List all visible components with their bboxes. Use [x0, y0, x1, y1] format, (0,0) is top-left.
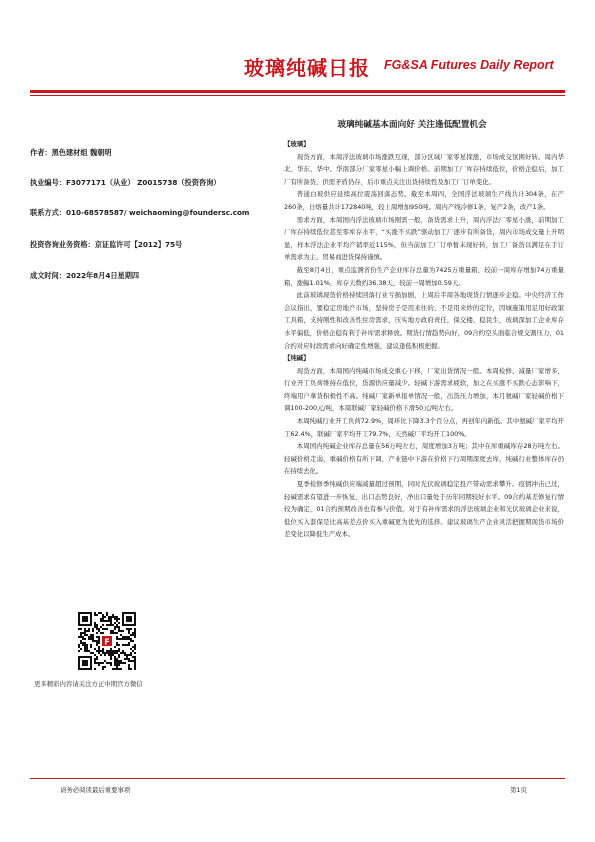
footer-divider: [30, 778, 565, 779]
report-title-en: FG&SA Futures Daily Report: [384, 58, 554, 72]
page-number: 第1页: [510, 786, 527, 794]
glass-paragraph-3: 需求方面，本周国内浮法玻璃市场刚需一般，备货需求上升，周内浮法厂零星小涨，前期加工厂库存持续低位甚至零库存水平，“买涨不买跌”驱动加工厂逐步有所备货，周内市场成交量上升明显，样本浮法企业平均产销率近115%，但当前加工厂订单暂未现好转，加工厂备货以满足在手订单需求为主，贸易商进货保持谨慎。: [284, 215, 564, 262]
license-line: 执业编号：F3077171（从业） Z0015738（投资咨询）: [30, 178, 221, 187]
contact-text: 联系方式：010-68578587/ weichaoming@foundersc.com: [30, 208, 250, 217]
section-heading-soda-ash: 【纯碱】: [284, 354, 310, 363]
report-body: [284, 138, 564, 541]
qr-code-icon: [78, 612, 136, 670]
header-divider-thin: [30, 95, 565, 96]
report-headline: 玻璃纯碱基本面向好 关注逢低配置机会: [337, 120, 487, 130]
section-heading-glass: 【玻璃】: [284, 140, 310, 148]
report-title-cn: 玻璃纯碱日报: [244, 56, 370, 80]
qualification-line: 投资咨询业务资格：京证监许可【2012】75号: [30, 240, 183, 249]
contact-line: [30, 208, 249, 218]
soda-paragraph-2: 本周纯碱行业开工负荷72.9%，周环比下降3.3个百分点，再创年内新低。其中氨碱厂家平均开工62.4%，联碱厂家平均开工79.7%，天然碱厂平均开工100%。: [284, 417, 564, 438]
qr-caption: 更多精彩内容请关注方正中期官方微信: [34, 680, 143, 688]
glass-paragraph-1: 现货方面，本周浮法玻璃市场涨跌互现，部分区域厂家零星探涨，市场成交氛围好转。周内华北、华东、华中、华南部分厂家零星小幅上调价格。前期加工厂库存持续低位，价格企稳后，加工厂有所备货，供需矛盾仍存，后市重点关注出货持续性及加工厂订单变化。: [284, 152, 564, 186]
header-divider-thick: [30, 90, 565, 93]
soda-paragraph-1: 现货方面，本周国内纯碱市场成交重心下移，厂家出货情况一般。本周检修、减量厂家增多，行业开工负荷维持在低位，货源供应量减少。轻碱下游需求疲软，加之在买涨不买跌心态影响下，终端用户拿货积极性不高。纯碱厂家新单接单情况一般，出货压力增加，本月氨碱厂家轻碱价格下调100-200元/吨，本周联碱厂家轻碱价格下滑50元/吨左右。: [284, 366, 564, 413]
soda-paragraph-4: 夏季检修季纯碱供应端减量超过预期，同时光伏玻璃稳定投产带动需求攀升。疫情冲击已过，轻碱需求有望进一步恢复，出口态势良好，净出口量处于历年同期较好水平。09合约基差修复行情较为确定，01合约预期改善也有参与价值。对于有补库需求的浮法玻璃企业和光伏玻璃企业来说，低位买入套保是比高基差点价买入重碱更为优先的选择。建议玻璃生产企业灵活把握期现货市场价差变化以降低生产成本。: [284, 480, 564, 539]
soda-paragraph-3: 本周国内纯碱企业库存总量在56万吨左右，周度增加3万吨；其中在库重碱库存28万吨左右。轻碱价格走弱，重碱价格有所下调，产业链中下游在价格下行周期深度去库，纯碱行业整体库存仍在持续去化。: [284, 442, 564, 476]
glass-paragraph-2: 普通白玻供应延续高位震荡回落态势。截至本周四，全国浮法玻璃生产线共计304条，在产260条，日熔量共计172840吨，较上周增加950吨。周内产线冷修1条，复产2条，改产1条。: [284, 190, 564, 211]
glass-paragraph-4: 截至8月4日，重点监测省份生产企业库存总量为7425万重量箱，较前一周库存增加74万重量箱，涨幅1.01%，库存天数约36.38天，较前一周增加0.59天。: [284, 265, 564, 287]
author-line: 作者：黑色建材组 魏朝明: [30, 148, 112, 157]
glass-paragraph-5: 此前玻璃现货价格持续回落行业亏损加剧，上周后半周各地现货行情逐步企稳。中央经济工作会议指出，要稳定房地产市场，坚持房子是用来住的、不是用来炒的定位，因城施策用足用好政策工具箱，支持刚性和改善性住房需求，压实地方政府责任，保交楼、稳民生，玻璃深加工企业库存水平偏低，价格企稳有利于补库需求释放。期货行情趋势向好，09合约空头面临合规交割压力，01合约对应时段需求向好确定性增强，建议逢低积极把握。: [284, 291, 564, 350]
date-line: 成文时间：2022年8月4日星期四: [30, 271, 140, 280]
qr-logo-text: F: [104, 637, 110, 647]
report-header: [0, 40, 595, 96]
wechat-qr-code: [78, 612, 136, 670]
disclaimer-note: 请务必阅读最后重要事项: [60, 786, 131, 794]
